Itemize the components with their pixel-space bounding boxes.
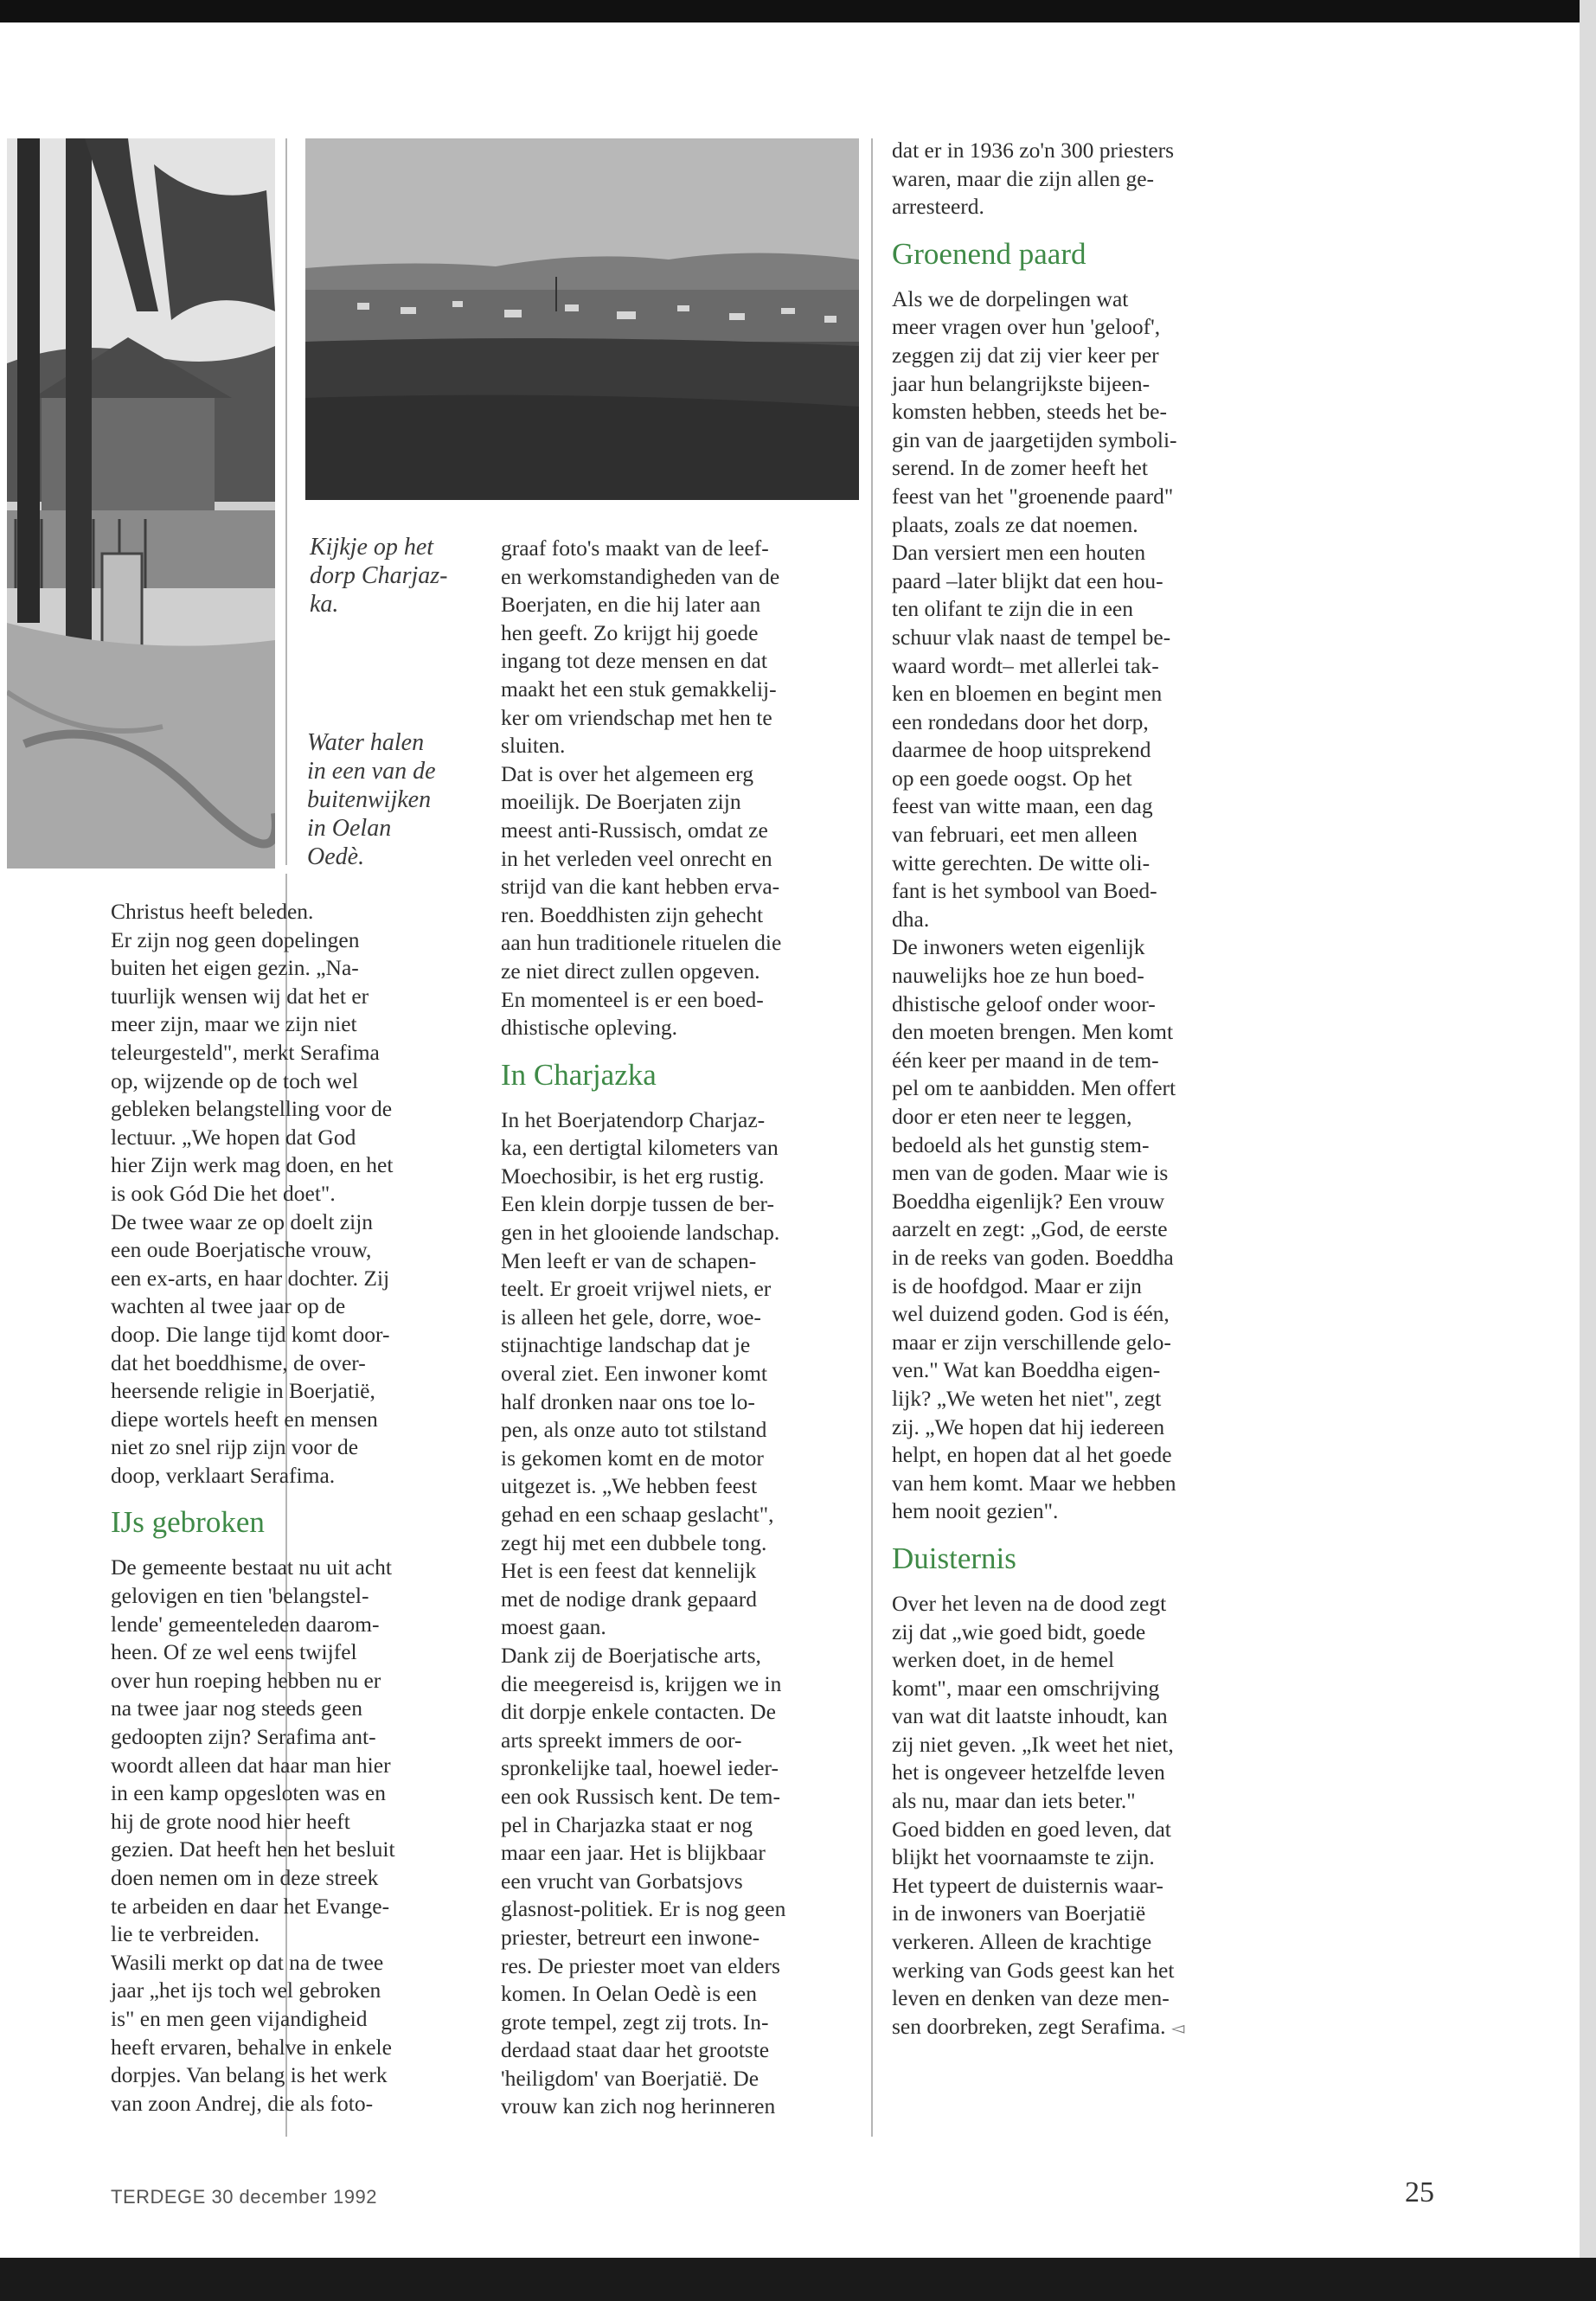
caption-water: Water halen in een van de buitenwijken in Oelan Oedè. — [307, 729, 436, 870]
heading-duisternis: Duisternis — [892, 1541, 1016, 1575]
page-number: 25 — [1405, 2176, 1434, 2208]
column-rule-2 — [871, 138, 873, 2137]
publication-footer: TERDEGE 30 december 1992 — [111, 2186, 377, 2208]
column-rule-photo — [285, 138, 287, 865]
photo-water-village — [7, 138, 275, 868]
heading-in-charjazka: In Charjazka — [501, 1057, 657, 1092]
photo-charjazka-village — [305, 138, 859, 500]
top-border — [0, 0, 1596, 22]
caption-charjazka: Kijkje op het dorp Charjaz- ka. — [310, 534, 448, 618]
end-of-article-mark: ◅ — [1170, 2018, 1185, 2038]
heading-ijs-gebroken: IJs gebroken — [111, 1505, 265, 1540]
column-3 — [892, 137, 1255, 2042]
paragraph: dat er in 1936 zo'n 300 priesters waren, maar die zijn allen ge- arresteerd. — [892, 138, 1175, 220]
column-1 — [111, 898, 474, 2118]
paragraph: In het Boerjatendorp Charjaz- ka, een dertigtal kilometers van Moechosibir, is het erg rustig. Een klein dorpje tussen de ber- gen in het glooiende landschap. Men leeft er van de schapen- teelt. Er groeit vrijwel niets, er is alleen het gele, dorre, woe- stijnachtige landschap dat je overal ziet. Een inwoner komt half dronken naar ons toe lo- pen, als onze auto tot stilstand is gekomen komt en de motor uitgezet is. „We hebben feest gehad en een schaap geslacht", zegt hij met een dubbele tong. Het is een feest dat kennelijk met de nodige drank gepaard moest gaan. Dank zij de Boerjatische arts, die meegereisd is, krijgen we in dit dorpje enkele contacten. De arts spreekt immers de oor- spronkelijke taal, hoewel ieder- een ook Russisch kent. De tem- pel in Charjazka staat er nog maar een jaar. Het is blijkbaar een vrucht van Gorbatsjovs glasnost-politiek. Er is nog geen priester, betreurt een inwone- res. De priester moet van elders komen. In Oelan Oedè is een grote tempel, zegt zij trots. In- derdaad staat daar het grootste 'heiligdom' van Boerjatië. De vrouw kan zich nog herinneren — [501, 1106, 786, 2119]
bottom-border — [0, 2258, 1596, 2301]
paragraph: De gemeente bestaat nu uit acht gelovigen en tien 'belangstel- lende' gemeenteleden daarom- heen. Of ze wel eens twijfel over hun roeping hebben nu er na twee jaar nog steeds geen gedoopten zijn? Serafima ant- woordt alleen dat haar man hier in een kamp opgesloten was en hij de grote nood hier heeft gezien. Dat heeft hen het besluit doen nemen om in deze streek te arbeiden en daar het Evange- lie te verbreiden. Wasili merkt op dat na de twee jaar „het ijs toch wel gebroken is" en men geen vijandigheid heeft ervaren, behalve in enkele dorpjes. Van belang is het werk van zoon Andrej, die als foto- — [111, 1554, 395, 2116]
paragraph: Als we de dorpelingen wat meer vragen over hun 'geloof', zeggen zij dat zij vier keer per jaar hun belangrijkste bijeen- komsten hebben, steeds het be- gin van de jaargetijden symboli- serend. In de zomer heeft het feest van het "groenende paard" plaats, zoals ze dat noemen. Dan versiert men een houten paard –later blijkt dat een hou- ten olifant te zijn die in een schuur vlak naast de tempel be- waard wordt– met allerlei tak- ken en bloemen en begint men een rondedans door het dorp, daarmee de hoop uitsprekend op een goede oogst. Op het feest van witte maan, een dag van februari, eet men alleen witte gerechten. De witte oli- fant is het symbool van Boed- dha. De inwoners weten eigenlijk nauwelijks hoe ze hun boed- dhistische geloof onder woor- den moeten brengen. Men komt één keer per maand in de tem- pel om te aanbidden. Men offert door er eten neer te leggen, bedoeld als het gunstig stem- men van de goden. Maar wie is Boeddha eigenlijk? Een vrouw aarzelt en zegt: „God, de eerste in de reeks van goden. Boeddha is de hoofdgod. Maar er zijn wel duizend goden. God is één, maar er zijn verschillende gelo- ven." Wat kan Boeddha eigen- lijk? „We weten het niet", zegt zij. „We hopen dat hij iedereen helpt, en hopen dat al het goede van hem komt. Maar we hebben hem nooit gezien". — [892, 285, 1177, 1524]
column-2 — [501, 535, 864, 2121]
paragraph: graaf foto's maakt van de leef- en werkomstandigheden van de Boerjaten, en die hij later aan hen geeft. Zo krijgt hij goede ingang tot deze mensen en dat maakt het een stuk gemakkelij- ker om vriendschap met hen te sluiten. Dat is over het algemeen erg moeilijk. De Boerjaten zijn meest anti-Russisch, omdat ze in het verleden veel onrecht en strijd van die kant hebben erva- ren. Boeddhisten zijn gehecht aan hun traditionele rituelen die ze niet direct zullen opgeven. En momenteel is er een boed- dhistische opleving. — [501, 535, 782, 1041]
paragraph: Christus heeft beleden. Er zijn nog geen dopelingen buiten het eigen gezin. „Na- tuurlijk wensen wij dat het er meer zijn, maar we zijn niet teleurgesteld", merkt Serafima op, wijzende op de toch wel gebleken belangstelling voor de lectuur. „We hopen dat God hier Zijn werk mag doen, en het is ook Gód Die het doet". De twee waar ze op doelt zijn een oude Boerjatische vrouw, een ex-arts, en haar dochter. Zij wachten al twee jaar op de doop. Die lange tijd komt door- dat het boeddhisme, de over- heersende religie in Boerjatië, diepe wortels heeft en mensen niet zo snel rijp zijn voor de doop, verklaart Serafima. — [111, 899, 394, 1488]
scan-edge — [1580, 0, 1596, 2301]
heading-groenend-paard: Groenend paard — [892, 236, 1086, 271]
paragraph: Over het leven na de dood zegt zij dat „wie goed bidt, goede werken doet, in de hemel komt", maar een omschrijving van wat dit laatste inhoudt, kan zij niet geven. „Ik weet het niet, het is ongeveer hetzelfde leven als nu, maar dan iets beter." Goed bidden en goed leven, dat blijkt het voornaamste te zijn. Het typeert de duisternis waar- in de inwoners van Boerjatië verkeren. Alleen de krachtige werking van Gods geest kan het leven en denken van deze men- sen doorbreken, zegt Serafima. ◅ — [892, 1590, 1185, 2039]
